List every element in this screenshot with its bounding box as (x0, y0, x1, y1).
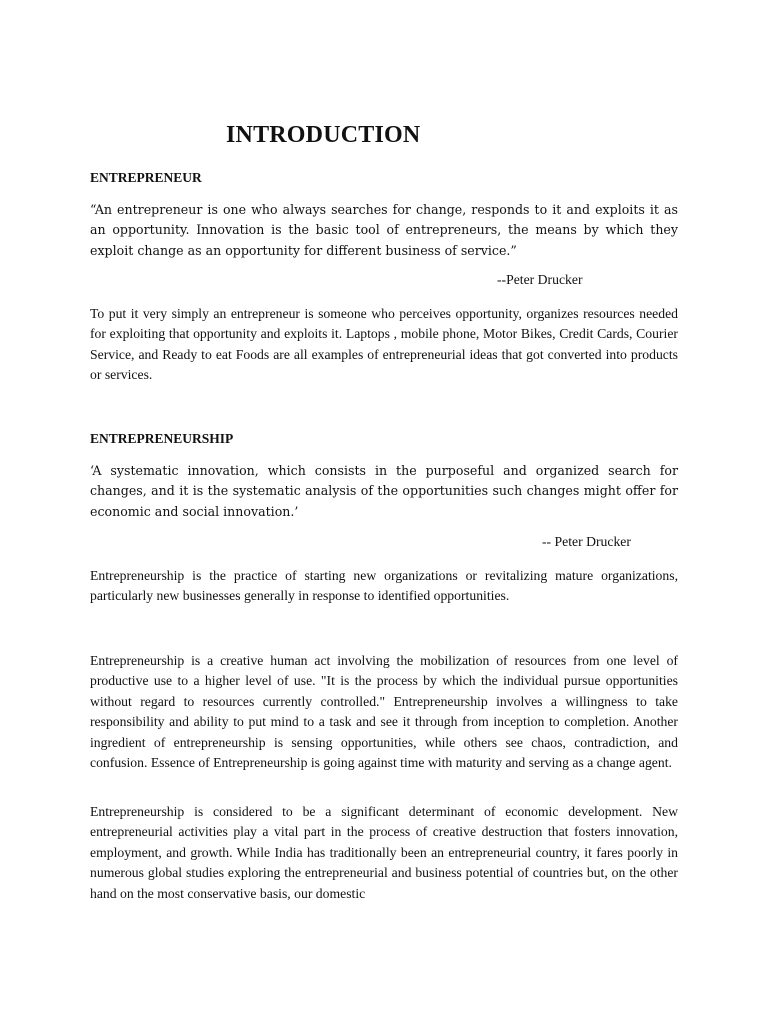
paragraph-entrepreneurship-creative-act: Entrepreneurship is a creative human act involving the mobilization of resources from one level of productive use to a higher level of use. "It is the process by which the individual pursue opportunities without regard to resources currently controlled." Entrepreneurship involves a willingness to take responsibility and ability to put mind to a task and see it through from inception to completion. Another ingredient of entrepreneurship is sensing opportunities, while others see chaos, contradiction, and confusion. Essence of Entrepreneurship is going against time with maturity and serving as a change agent. (90, 653, 678, 771)
section-heading-entrepreneur: ENTREPRENEUR (90, 170, 202, 185)
section-heading-entrepreneurship: ENTREPRENEURSHIP (90, 431, 234, 446)
quote-entrepreneurship: ‘A systematic innovation, which consists in the purposeful and organized search for changes, and it is the systematic analysis of the opportunities such changes might offer for economic and social innovation.’ (90, 463, 678, 519)
paragraph-entrepreneur-definition: To put it very simply an entrepreneur is someone who perceives opportunity, organizes resources needed for exploiting that opportunity and exploits it. Laptops , mobile phone, Motor Bikes, Credit Cards, Courier Service, and Ready to eat Foods are all examples of entrepreneurial ideas that got converted into products or services. (90, 306, 678, 383)
attribution-entrepreneurship: -- Peter Drucker (542, 534, 631, 549)
quote-entrepreneur: “An entrepreneur is one who always searches for change, responds to it and exploits it as an opportunity. Innovation is the basic tool of entrepreneurs, the means by which they exploit change as an opportunity for different business of service.” (90, 202, 678, 258)
paragraph-entrepreneurship-economic-development: Entrepreneurship is considered to be a significant determinant of economic development. New entrepreneurial activities play a vital part in the process of creative destruction that fosters innovation, employment, and growth. While India has traditionally been an entrepreneurial country, it fares poorly in numerous global studies exploring the entrepreneurial and business potential of countries but, on the other hand on the most conservative basis, our domestic (90, 804, 678, 901)
page-title: INTRODUCTION (226, 122, 421, 148)
paragraph-entrepreneurship-practice: Entrepreneurship is the practice of starting new organizations or revitalizing mature organizations, particularly new businesses generally in response to identified opportunities. (90, 568, 678, 604)
attribution-entrepreneur: --Peter Drucker (497, 272, 583, 287)
